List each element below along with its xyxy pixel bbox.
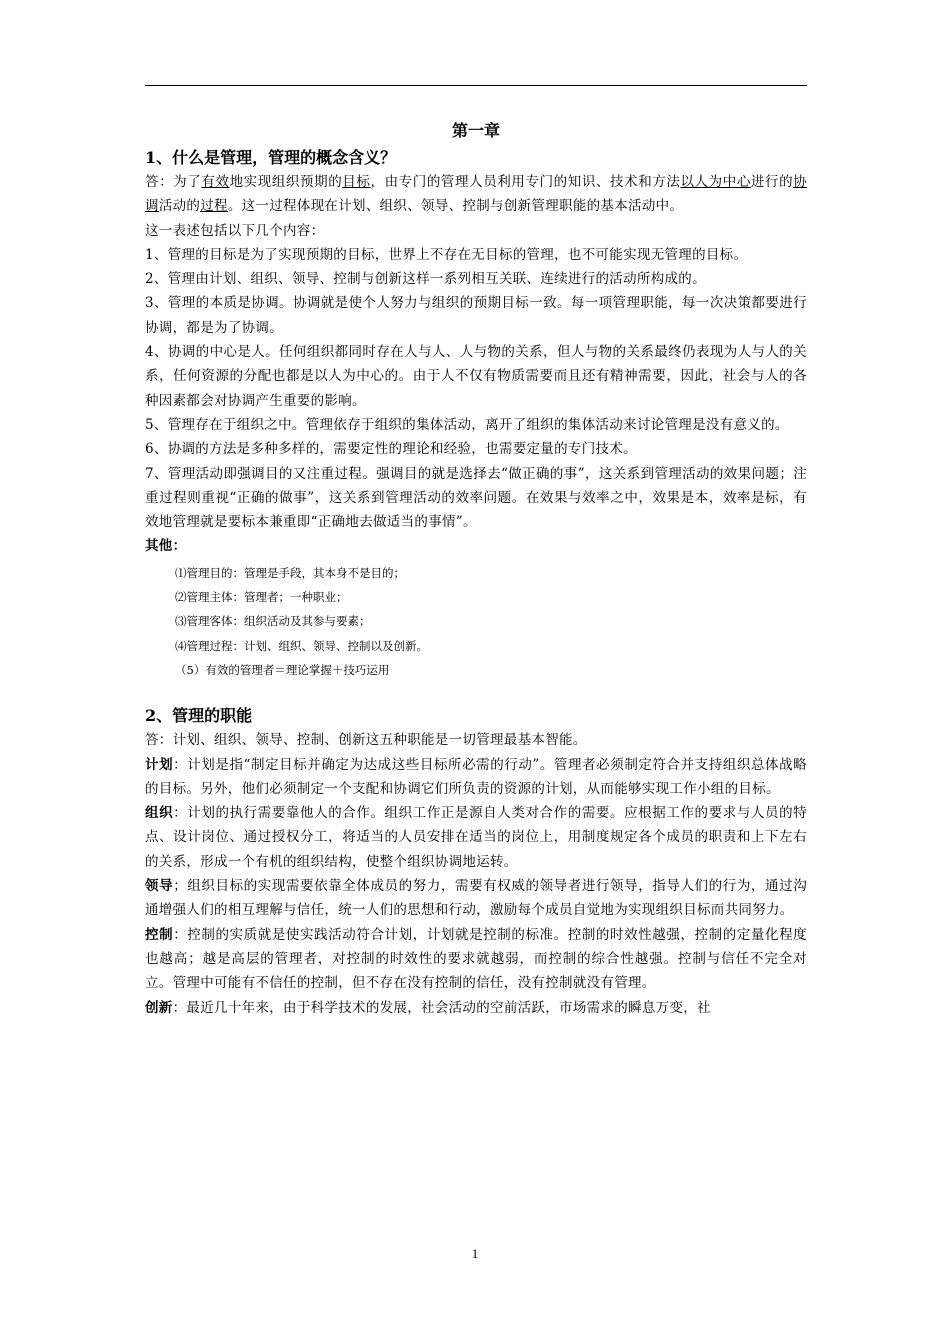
underlined-term: 以人为中心 — [680, 174, 751, 190]
others-list — [175, 561, 807, 682]
underlined-term: 目标 — [342, 174, 371, 190]
answer-text: 进行的 — [750, 174, 794, 190]
others-item: ⑶管理客体：组织活动及其参与要素； — [175, 614, 371, 629]
point-7: 7、管理活动即强调目的又注重过程。强调目的就是选择去“做正确的事”，这关系到管理活动的效果问题；注重过程则重视“正确的做事”，这关系到管理活动的效率问题。在效果与效率之中，效果是本，效率是标，有效地管理就是要标本兼重即“正确地去做适当的事情”。 — [145, 465, 807, 531]
function-text: 计划是指“制定目标并确定为达成这些目标所必需的行动”。管理者必须制定符合并支持组织总体战略的目标。另外，他们必须制定一个支配和协调它们所负责的资源的计划，从而能够实现工作小组的目标。 — [145, 756, 807, 797]
others-label: 其他： — [145, 538, 187, 555]
underlined-term: 过程 — [200, 198, 228, 215]
answer-text: 答：为了 — [145, 174, 202, 190]
function-text: 控制的实质就是使实践活动符合计划，计划就是控制的标准。控制的时效性越强，控制的定量化程度也越高；越是高层的管理者，对控制的时效性的要求就越弱，而控制的综合性越强。控制与信任不完全对立。管理中可能有不信任的控制，但不存在没有控制的信任，没有控制就没有管理。 — [145, 926, 807, 992]
others-item: ⑷管理过程：计划、组织、领导、控制以及创新。 — [175, 638, 428, 653]
point-3: 3、管理的本质是协调。协调就是使个人努力与组织的预期目标一致。每一项管理职能，每一次决策都要进行协调，都是为了协调。 — [145, 295, 807, 336]
answer-text: 。这一过程体现在计划、组织、领导、控制与创新管理职能的基本活动中。 — [227, 198, 684, 215]
chapter-title: 第一章 — [451, 121, 500, 140]
document-body — [145, 120, 807, 1020]
function-term: 控制 — [145, 926, 174, 943]
page-number: 1 — [471, 1246, 479, 1261]
function-term: 组织 — [145, 805, 174, 822]
separator: ； — [173, 878, 187, 895]
separator: ： — [173, 926, 188, 943]
function-plan — [145, 753, 807, 802]
function-organize — [145, 801, 807, 874]
function-term: 计划 — [145, 756, 174, 773]
point-4: 4、协调的中心是人。任何组织都同时存在人与人、人与物的关系，但人与物的关系最终仍表现为人与人的关系，任何资源的分配也都是以人为中心的。由于人不仅有物质需要而且还有精神需要，因此，社会与人的各种因素都会对协调产生重要的影响。 — [145, 344, 807, 409]
separator: ： — [173, 805, 188, 822]
point-1: 1、管理的目标是为了实现预期的目标，世界上不存在无目标的管理，也不可能实现无管理的目标。 — [145, 246, 748, 263]
question-1-heading: 1、什么是管理，管理的概念含义？ — [145, 148, 397, 167]
function-term: 领导 — [145, 878, 174, 895]
function-text: 计划的执行需要靠他人的合作。组织工作正是源自人类对合作的需要。应根据工作的要求与人员的特点、设计岗位、通过授权分工，将适当的人员安排在适当的岗位上，用制度规定各个成员的职责和上下左右的关系，形成一个有机的组织结构，使整个组织协调地运转。 — [145, 805, 807, 870]
others-item: （5）有效的管理者＝理论掌握＋技巧运用 — [175, 662, 390, 677]
answer-text: 活动的 — [158, 198, 201, 215]
function-lead — [145, 874, 807, 923]
function-text: 组织目标的实现需要依靠全体成员的努力，需要有权威的领导者进行领导，指导人们的行为，通过沟通增强人们的相互理解与信任，统一人们的思想和行动，激励每个成员自觉地为实现组织目标而共同努力。 — [145, 878, 807, 919]
answer-text: 地实现组织预期的 — [229, 174, 343, 190]
separator: ： — [172, 999, 187, 1016]
others-item: ⑴管理目的：管理是手段，其本身不是目的； — [175, 565, 405, 580]
function-control — [145, 923, 807, 996]
others-item: ⑵管理主体：管理者；一种职业； — [175, 590, 348, 605]
underlined-term: 有效 — [201, 174, 230, 190]
point-6: 6、协调的方法是多种多样的，需要定性的理论和经验，也需要定量的专门技术。 — [145, 441, 637, 458]
function-term: 创新 — [145, 999, 173, 1016]
separator: ： — [173, 756, 188, 773]
answer-text: ，由专门的管理人员利用专门的知识、技术和方法 — [370, 174, 681, 190]
section-gap — [145, 682, 807, 704]
point-5: 5、管理存在于组织之中。管理依存于组织的集体活动，离开了组织的集体活动来讨论管理是没有意义的。 — [145, 416, 789, 433]
point-2: 2、管理由计划、组织、领导、控制与创新这样一系列相互关联、连续进行的活动所构成的。 — [145, 271, 706, 288]
underlined-term: 协调 — [145, 174, 808, 215]
intro-line: 这一表述包括以下几个内容： — [145, 222, 325, 239]
question-1-answer — [145, 170, 807, 219]
header-rule — [145, 85, 807, 86]
function-innovate — [145, 996, 807, 1020]
question-2-heading: 2、管理的职能 — [145, 706, 253, 726]
question-2-answer: 答：计划、组织、领导、控制、创新这五种职能是一切管理最基本智能。 — [145, 732, 587, 749]
function-text: 最近几十年来，由于科学技术的发展，社会活动的空前活跃，市场需求的瞬息万变，社 — [186, 999, 711, 1016]
